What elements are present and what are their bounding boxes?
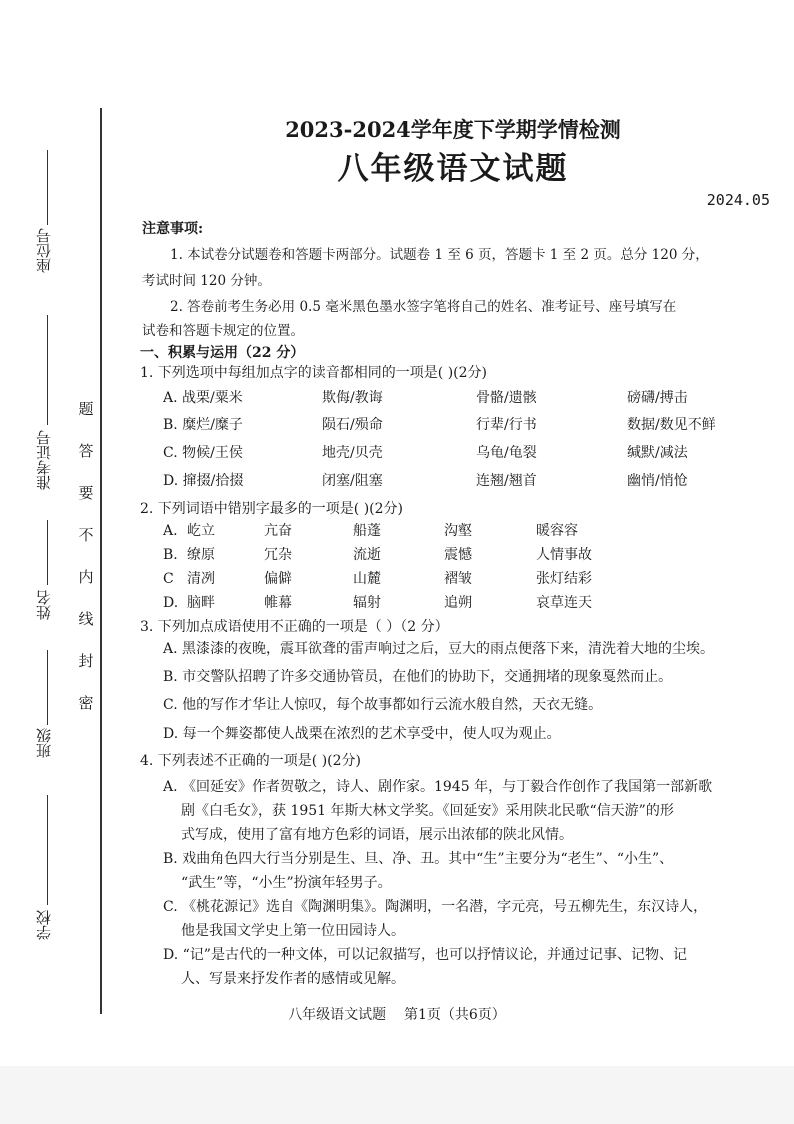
notes-item: 1. 本试卷分试题卷和答题卡两部分。试题卷 1 至 6 页，答题卡 1 至 2 页。总分 120 分， [170,247,709,263]
q2-word: 清冽 [187,571,215,587]
exam-subject-title: 八年级语文试题 [337,151,569,187]
q1-cell: 闭塞/阻塞 [322,473,383,489]
seal-char: 不 [78,526,94,544]
notes-heading: 注意事项: [142,221,204,237]
question-stem: 1. 下列选项中每组加点字的读音都相同的一项是( )(2分) [140,365,488,381]
page-footer: 八年级语文试题 第1页（共6页） [288,1007,506,1023]
q1-option-b: B. 糜烂/糜子 [163,417,243,433]
binding-line [100,108,102,1014]
exam-id-line [47,315,48,425]
q2-word: 张灯结彩 [536,571,592,587]
exam-title: 2023-2024学年度下学期学情检测 [285,117,621,142]
seat-no-label: 座位号 [35,228,53,273]
q1-option-c: C. 物候/王侯 [163,445,243,461]
q2-word: 辐射 [353,595,381,611]
class-label: 班级 [35,728,53,758]
q2-option-a: A. [163,523,178,539]
q2-word: 船蓬 [353,523,381,539]
q2-word: 震憾 [444,547,472,563]
question-stem: 2. 下列词语中错别字最多的一项是( )(2分) [140,501,404,517]
q2-word: 人情事故 [536,547,592,563]
q4-option-d-cont: 人、写景来抒发作者的感情或见解。 [181,971,405,987]
exam-id-label: 准考证号 [35,430,53,490]
q2-word: 哀草连天 [536,595,592,611]
seal-char: 线 [78,610,94,628]
seal-char: 答 [78,442,94,460]
q2-word: 缭原 [187,547,215,563]
q4-option-b-cont: “武生”等，“小生”扮演年轻男子。 [181,875,392,891]
scan-bottom-band [0,1066,794,1124]
q4-option-b: B. 戏曲角色四大行当分别是生、旦、净、丑。其中“生”主要分为“老生”、“小生”、 [163,851,674,867]
section-heading: 一、积累与运用（22 分） [140,345,305,361]
q2-word: 追朔 [444,595,472,611]
q1-cell: 缄默/减法 [627,445,688,461]
q1-cell: 欺侮/教诲 [322,390,383,406]
q2-word: 屹立 [187,523,215,539]
seal-char: 内 [78,568,94,586]
q1-cell: 骨骼/遗骸 [476,390,537,406]
q1-cell: 乌龟/龟裂 [476,445,537,461]
notes-item: 考试时间 120 分钟。 [142,273,271,289]
question-stem: 3. 下列加点成语使用不正确的一项是（ ）（2 分） [140,619,449,635]
seal-char: 封 [78,652,94,670]
q2-word: 沟壑 [444,523,472,539]
q4-option-c-cont: 他是我国文学史上第一位田园诗人。 [181,923,405,939]
q1-cell: 地壳/贝壳 [322,445,383,461]
notes-item: 试卷和答题卡规定的位置。 [142,323,304,339]
q2-word: 流逝 [353,547,381,563]
class-line [47,650,48,725]
q4-option-a: A. 《回延安》作者贺敬之，诗人、剧作家。1945 年，与丁毅合作创作了我国第一部新歌 [163,779,713,795]
q2-word: 脑畔 [187,595,215,611]
q2-word: 帷幕 [264,595,292,611]
q2-word: 山麓 [353,571,381,587]
q4-option-c: C. 《桃花源记》选自《陶渊明集》。陶渊明，一名潜，字元亮，号五柳先生，东汉诗人， [163,899,708,915]
seal-char: 密 [78,694,94,712]
school-label: 学校 [35,910,53,940]
q1-cell: 行辈/行书 [476,417,537,433]
seal-char: 要 [78,484,94,502]
question-stem: 4. 下列表述不正确的一项是( )(2分) [140,753,362,769]
q2-word: 暖容容 [536,523,578,539]
q2-word: 褶皱 [444,571,472,587]
q2-option-c: C [163,571,174,587]
school-line [47,795,48,905]
q4-option-a-cont: 式写成，使用了富有地方色彩的词语，展示出浓郁的陕北风情。 [181,827,573,843]
notes-item: 2. 答卷前考生务必用 0.5 毫米黑色墨水签字笔将自己的姓名、准考证号、座号填写在 [170,299,677,315]
q3-option-c: C. 他的写作才华让人惊叹，每个故事都如行云流水般自然，天衣无缝。 [163,697,603,713]
name-label: 姓名 [35,590,53,620]
q1-cell: 磅礴/搏击 [627,390,688,406]
q1-cell: 数据/数见不鲜 [627,417,716,433]
q1-cell: 陨石/殒命 [322,417,383,433]
q2-option-d: D. [163,595,179,611]
q2-option-b: B. [163,547,178,563]
exam-date: 2024.05 [706,191,770,209]
seal-char: 题 [78,400,94,418]
seat-no-line [47,150,48,225]
q2-word: 亢奋 [264,523,292,539]
name-line [47,520,48,585]
q4-option-a-cont: 剧《白毛女》，获 1951 年斯大林文学奖。《回延安》采用陕北民歌“信天游”的形 [181,803,674,819]
q3-option-a: A. 黑漆漆的夜晚，震耳欲聋的雷声响过之后，豆大的雨点便落下来，清洗着大地的尘埃。 [163,641,715,657]
q4-option-d: D. “记”是古代的一种文体，可以记叙描写，也可以抒情议论，并通过记事、记物、记 [163,947,687,963]
q2-word: 冗杂 [264,547,292,563]
q2-word: 偏僻 [264,571,292,587]
q1-option-d: D. 撺掇/拾掇 [163,473,244,489]
q1-cell: 连翘/翘首 [476,473,537,489]
q3-option-d: D. 每一个舞姿都使人战栗在浓烈的艺术享受中，使人叹为观止。 [163,726,561,742]
q1-cell: 幽悄/悄怆 [627,473,688,489]
q3-option-b: B. 市交警队招聘了许多交通协管员，在他们的协助下，交通拥堵的现象戛然而止。 [163,669,673,685]
q1-option-a: A. 战栗/粟米 [163,390,243,406]
